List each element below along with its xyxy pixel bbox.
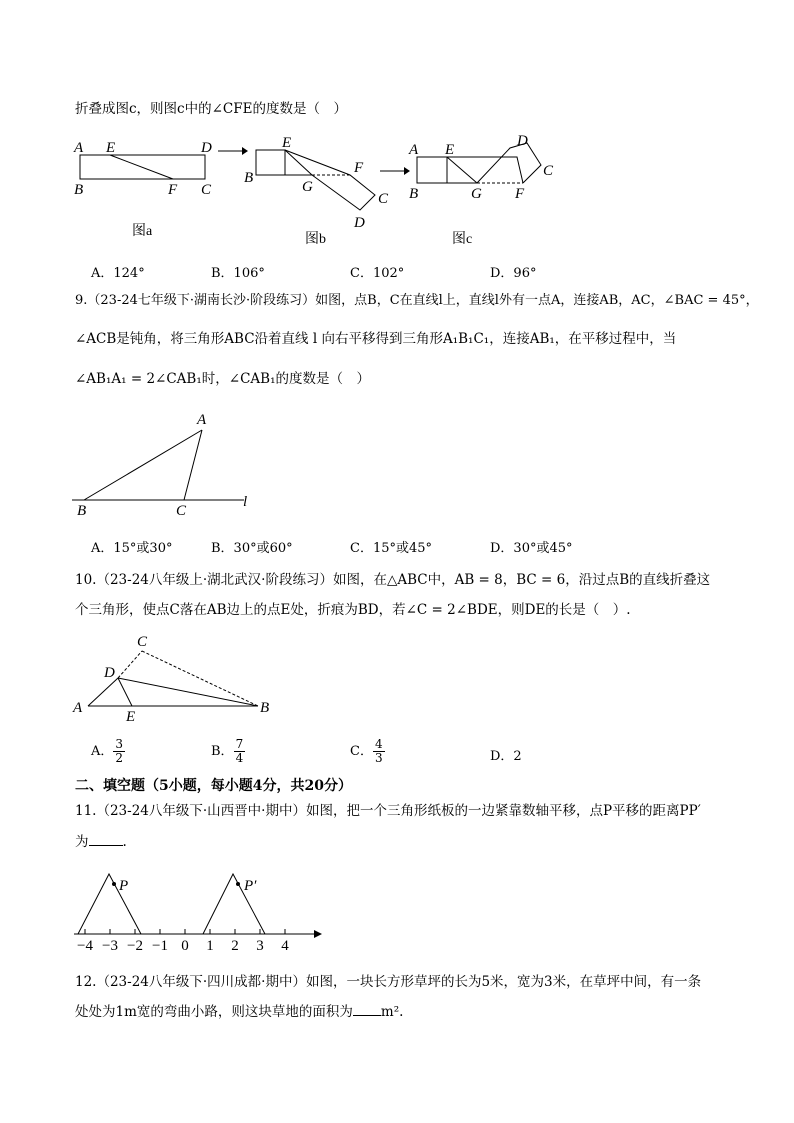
q10-option-b bbox=[211, 738, 245, 765]
axis-tick-label: 2 bbox=[231, 938, 239, 954]
denominator: 3 bbox=[374, 751, 383, 765]
axis-tick-label: 4 bbox=[281, 938, 289, 954]
fig-b-label-C: C bbox=[378, 191, 389, 207]
fig-c-label-G: G bbox=[471, 186, 482, 202]
axis-tick-label: −4 bbox=[77, 938, 93, 954]
q9-label-l: l bbox=[243, 494, 248, 510]
fig-c-label-D: D bbox=[517, 133, 528, 149]
q9-label-C: C bbox=[176, 503, 187, 519]
fig-b-label-B: B bbox=[244, 170, 254, 186]
q10-option-d: D．2 bbox=[490, 749, 522, 764]
q12-line-2 bbox=[75, 1003, 403, 1021]
q11-label-P: P bbox=[119, 878, 129, 894]
q11-number-line-figure bbox=[70, 862, 330, 954]
numerator: 7 bbox=[235, 737, 244, 751]
fraction bbox=[373, 738, 385, 765]
q10-figure bbox=[70, 630, 280, 725]
fraction bbox=[234, 738, 246, 765]
q12-line-2-unit: m². bbox=[380, 1004, 404, 1020]
fig-b-label-F: F bbox=[354, 160, 364, 176]
q9-option-c: C．15°或45° bbox=[350, 541, 433, 556]
numerator: 3 bbox=[115, 737, 124, 751]
fig-a-label-A: A bbox=[74, 140, 84, 156]
axis-tick-label: −1 bbox=[152, 938, 168, 954]
q10-option-c bbox=[350, 738, 385, 765]
q11-line-2-prefix: 为 bbox=[75, 834, 89, 850]
q9-label-A: A bbox=[197, 412, 207, 428]
q8-figure-b bbox=[240, 130, 400, 240]
answer-blank[interactable] bbox=[353, 1003, 381, 1016]
q10-option-b-prefix: B． bbox=[211, 744, 234, 759]
q9-option-a: A．15°或30° bbox=[91, 541, 173, 556]
q8-option-b: B．106° bbox=[211, 266, 265, 281]
q12-line-2-prefix: 处处为1m宽的弯曲小路，则这块草地的面积为 bbox=[75, 1004, 353, 1020]
q11-line-2-suffix: . bbox=[122, 834, 127, 850]
q9-figure bbox=[70, 408, 270, 520]
axis-tick-label: −3 bbox=[102, 938, 118, 954]
fig-c-label-C: C bbox=[543, 163, 554, 179]
q10-label-A: A bbox=[73, 700, 83, 716]
answer-blank[interactable] bbox=[89, 833, 123, 846]
q10-label-D: D bbox=[104, 665, 115, 681]
q9-option-d: D．30°或45° bbox=[490, 541, 573, 556]
q8-figure-a bbox=[70, 135, 220, 205]
fig-c-label-F: F bbox=[515, 186, 525, 202]
q9-line-2: ∠ACB是钝角，将三角形ABC沿着直线 l 向右平移得到三角形A₁B₁C₁，连接AB₁，在平移过程中，当 bbox=[75, 331, 677, 347]
denominator: 4 bbox=[235, 751, 244, 765]
q9-option-b: B．30°或60° bbox=[211, 541, 293, 556]
section-heading: 二、填空题（5小题，每小题4分，共20分） bbox=[75, 778, 352, 794]
fig-c-label-B: B bbox=[409, 186, 419, 202]
q10-option-a bbox=[91, 738, 125, 765]
q11-label-P-prime: P′ bbox=[244, 878, 257, 894]
fig-b-label-D: D bbox=[354, 215, 365, 231]
q8-option-c: C．102° bbox=[350, 266, 405, 281]
denominator: 2 bbox=[115, 751, 124, 765]
q12-line-1: 12.（23-24八年级下·四川成都·期中）如图，一块长方形草坪的长为5米，宽为3米，在草坪中间，有一条 bbox=[75, 974, 702, 990]
fig-c-label-E: E bbox=[445, 142, 455, 158]
fig-c-label-A: A bbox=[409, 142, 419, 158]
q10-label-B: B bbox=[260, 700, 270, 716]
fig-a-label-F: F bbox=[168, 182, 178, 198]
q10-label-C: C bbox=[137, 634, 148, 650]
q8-fig-b-caption: 图b bbox=[305, 232, 326, 247]
q10-line-2: 个三角形，使点C落在AB边上的点E处，折痕为BD，若∠C = 2∠BDE，则DE的长是（ ）. bbox=[75, 602, 631, 618]
q10-option-c-prefix: C． bbox=[350, 744, 373, 759]
q9-label-B: B bbox=[77, 503, 87, 519]
fig-a-label-C: C bbox=[201, 182, 212, 198]
axis-tick-label: 0 bbox=[181, 938, 189, 954]
q8-fig-a-caption: 图a bbox=[132, 224, 153, 239]
q11-line-2 bbox=[75, 833, 127, 851]
q8-stem-tail: 折叠成图c，则图c中的∠CFE的度数是（ ） bbox=[75, 101, 347, 117]
q9-line-3: ∠AB₁A₁ = 2∠CAB₁时，∠CAB₁的度数是（ ） bbox=[75, 371, 370, 387]
axis-arrow-icon bbox=[314, 930, 322, 938]
fig-a-label-B: B bbox=[74, 182, 84, 198]
fig-b-label-G: G bbox=[302, 179, 313, 195]
q8-figure-c bbox=[405, 130, 565, 210]
q10-label-E: E bbox=[126, 709, 136, 725]
fraction bbox=[113, 738, 125, 765]
q8-option-d: D．96° bbox=[490, 266, 537, 281]
fig-a-label-E: E bbox=[106, 140, 116, 156]
axis-tick-label: −2 bbox=[127, 938, 143, 954]
fig-b-label-E: E bbox=[282, 135, 292, 151]
q10-line-1: 10.（23-24八年级上·湖北武汉·阶段练习）如图，在△ABC中，AB = 8，BC = 6，沿过点B的直线折叠这 bbox=[75, 572, 711, 588]
fig-a-label-D: D bbox=[201, 140, 212, 156]
axis-tick-label: 1 bbox=[206, 938, 214, 954]
q10-option-a-prefix: A． bbox=[91, 744, 114, 759]
q11-line-1: 11.（23-24八年级下·山西晋中·期中）如图，把一个三角形纸板的一边紧靠数轴平移，点P平移的距离PP′ bbox=[75, 803, 701, 819]
q8-option-a: A．124° bbox=[91, 266, 145, 281]
axis-tick-label: 3 bbox=[256, 938, 264, 954]
q9-line-1: 9.（23-24七年级下·湖南长沙·阶段练习）如图，点B，C在直线l上，直线l外有一点A，连接AB，AC，∠BAC = 45°， bbox=[75, 293, 759, 308]
numerator: 4 bbox=[374, 737, 383, 751]
q8-fig-c-caption: 图c bbox=[452, 232, 473, 247]
